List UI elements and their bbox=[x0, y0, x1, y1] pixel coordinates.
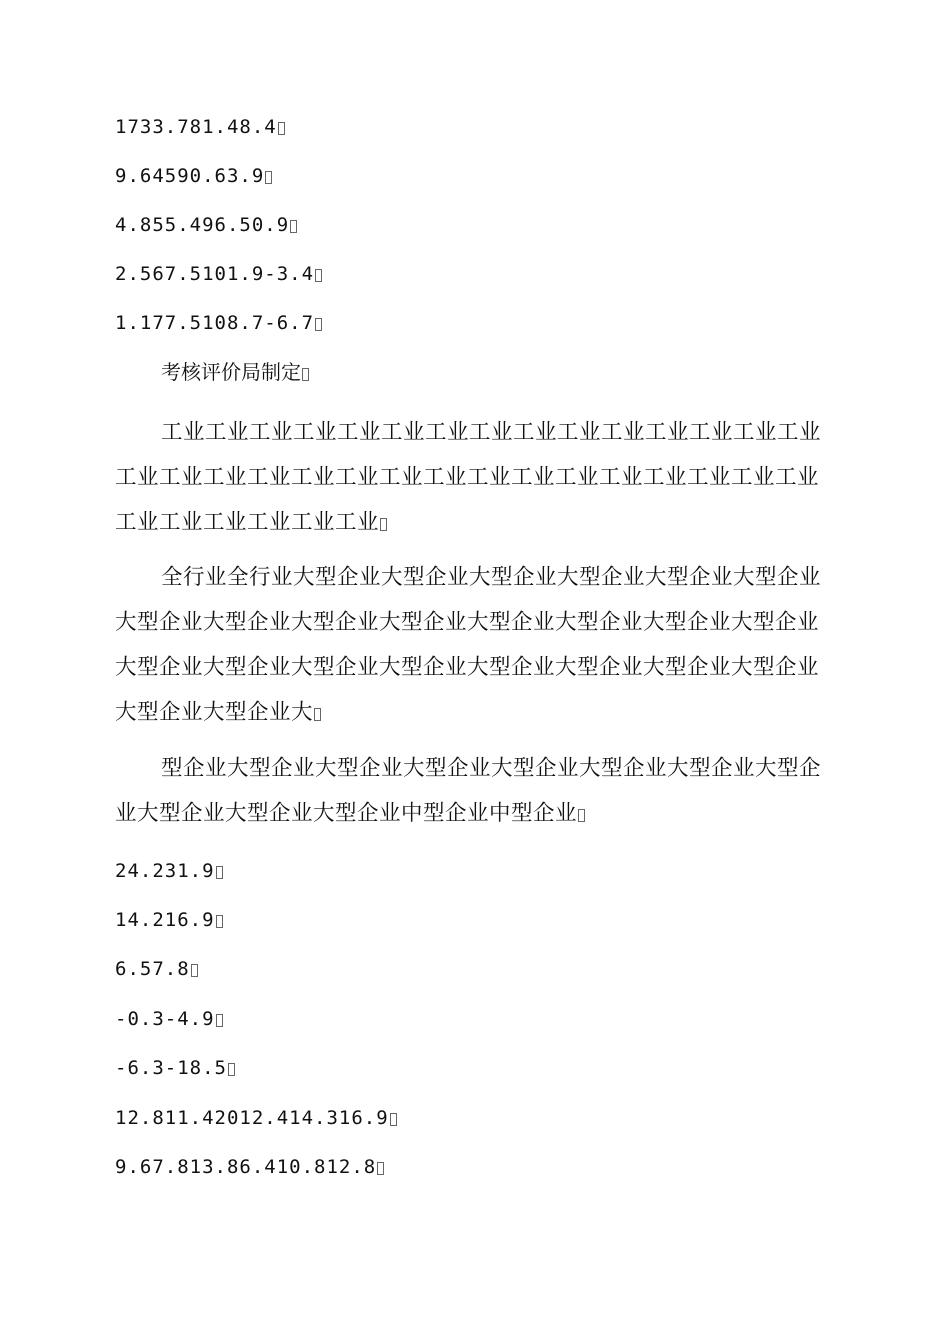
value-text: 9.67.813.86.410.812.8 bbox=[115, 1156, 377, 1178]
paragraph-mark-icon bbox=[216, 915, 223, 928]
paragraph-mark-icon bbox=[377, 1162, 384, 1175]
paragraph-mark-icon bbox=[578, 809, 585, 822]
paragraph-mark-icon bbox=[290, 220, 297, 233]
value-text: 9.64590.63.9 bbox=[115, 165, 265, 187]
paragraph-mark-icon bbox=[216, 1014, 223, 1027]
paragraph-text: 工业工业工业工业工业工业工业工业工业工业工业工业工业工业工业工业工业工业工业工业工业工业工业工业工业工业工业工业工业工业工业工业工业工业工业工业工业 bbox=[115, 420, 822, 535]
value-text: 12.811.42012.414.316.9 bbox=[115, 1107, 389, 1129]
paragraph bbox=[115, 746, 833, 836]
value-line bbox=[115, 957, 198, 981]
paragraph-mark-icon bbox=[315, 318, 322, 331]
caption-line bbox=[161, 360, 309, 384]
paragraph-text: 型企业大型企业大型企业大型企业大型企业大型企业大型企业大型企业大型企业大型企业大型企业中型企业中型企业 bbox=[115, 756, 822, 826]
value-text: 6.57.8 bbox=[115, 958, 190, 980]
value-line bbox=[115, 859, 223, 883]
value-text: 1733.781.48.4 bbox=[115, 116, 277, 138]
value-text: 14.216.9 bbox=[115, 909, 215, 931]
paragraph-mark-icon bbox=[314, 708, 321, 721]
paragraph-mark-icon bbox=[216, 866, 223, 879]
value-text: 4.855.496.50.9 bbox=[115, 214, 290, 236]
paragraph-mark-icon bbox=[302, 368, 309, 381]
value-line bbox=[115, 1106, 397, 1130]
value-text: 1.177.5108.7-6.7 bbox=[115, 312, 315, 334]
paragraph-mark-icon bbox=[315, 269, 322, 282]
value-line bbox=[115, 262, 322, 286]
paragraph bbox=[115, 555, 833, 735]
paragraph-mark-icon bbox=[228, 1063, 235, 1076]
paragraph-mark-icon bbox=[380, 518, 387, 531]
paragraph-mark-icon bbox=[191, 964, 198, 977]
caption-text: 考核评价局制定 bbox=[161, 360, 301, 384]
paragraph-mark-icon bbox=[390, 1113, 397, 1126]
value-line bbox=[115, 311, 322, 335]
value-text: 24.231.9 bbox=[115, 860, 215, 882]
paragraph-mark-icon bbox=[265, 171, 272, 184]
value-text: -6.3-18.5 bbox=[115, 1057, 227, 1079]
value-text: -0.3-4.9 bbox=[115, 1008, 215, 1030]
value-line bbox=[115, 1155, 384, 1179]
value-line bbox=[115, 1007, 223, 1031]
paragraph bbox=[115, 410, 833, 545]
value-line bbox=[115, 164, 272, 188]
value-line bbox=[115, 908, 223, 932]
paragraph-mark-icon bbox=[278, 122, 285, 135]
value-line bbox=[115, 1056, 235, 1080]
value-line bbox=[115, 213, 297, 237]
value-text: 2.567.5101.9-3.4 bbox=[115, 263, 315, 285]
paragraph-text: 全行业全行业大型企业大型企业大型企业大型企业大型企业大型企业大型企业大型企业大型企业大型企业大型企业大型企业大型企业大型企业大型企业大型企业大型企业大型企业大型企业大型企业大型企业大型企业大型企业大型企业大 bbox=[115, 565, 822, 725]
value-line bbox=[115, 115, 285, 139]
